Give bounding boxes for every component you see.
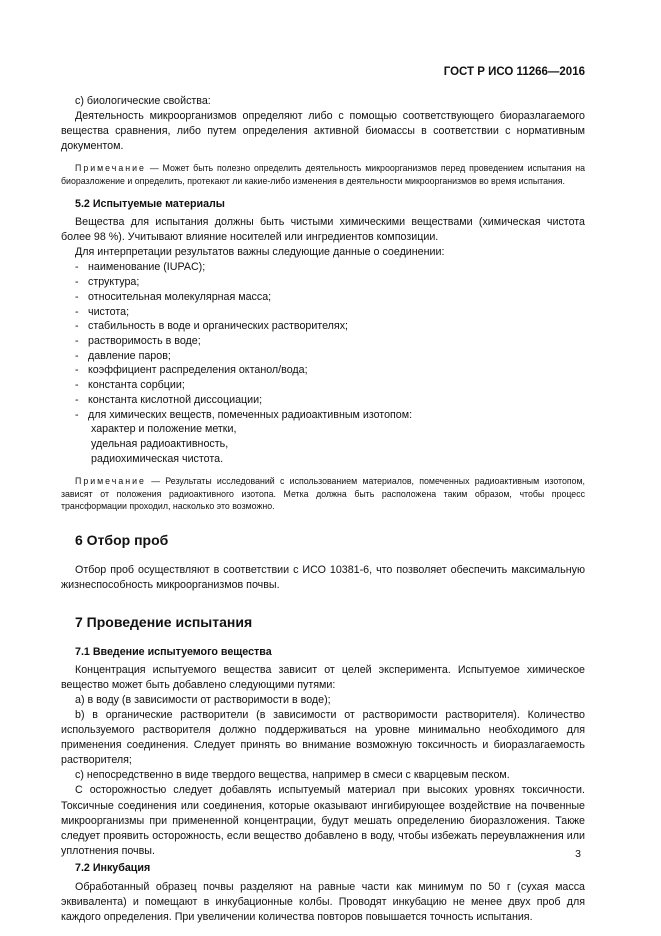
note-2	[61, 475, 585, 512]
page-number: 3	[575, 848, 581, 860]
list-item: - константа кислотной диссоциации;	[75, 393, 263, 406]
section-7-1-item-c: c) непосредственно в виде твердого вещества, например в смеси с кварцевым песком.	[75, 769, 510, 782]
note-1-lead: Примечание	[75, 163, 146, 174]
list-item: - структура;	[75, 276, 140, 289]
list-item: - стабильность в воде и органических растворителях;	[75, 320, 349, 333]
section-6-title: 6 Отбор проб	[75, 531, 169, 548]
section-7-1-item-a: a) в воду (в зависимости от растворимости в воде);	[75, 693, 331, 706]
list-item: - относительная молекулярная масса;	[75, 290, 272, 303]
list-item: - коэффициент распределения октанол/вода;	[75, 364, 308, 377]
item-c-text: Деятельность микроорганизмов определяют либо с помощью соответствующего биоразлагаемого вещества сравнения, либо путем определения активной биомассы в соответствии с нормативным документом.	[61, 110, 585, 153]
list-item: - для химических веществ, помеченных радиоактивным изотопом:	[75, 408, 413, 421]
list-item: - наименование (IUPAC);	[75, 261, 206, 274]
section-5-2-p2: Для интерпретации результатов важны следующие данные о соединении:	[75, 246, 445, 259]
list-item: - чистота;	[75, 305, 130, 318]
section-7-1-item-b: b) в органические растворители (в зависимости от растворимости растворителя). Количество используемого растворителя должно поддерживаться на уровне минимально необходимого для применения соединения. Следует принять во внимание возможную токсичность и биоразлагаемость растворителя;	[61, 709, 585, 767]
item-c-label: c) биологические свойства:	[75, 95, 211, 107]
section-7-1-title: 7.1 Введение испытуемого вещества	[75, 645, 272, 658]
sub-list-item: радиохимическая чистота.	[91, 452, 224, 465]
note-2-text: — Результаты исследований с использованием материалов, помеченных радиоактивным изотопом, зависят от положения радиоактивного изотопа. Метка должна быть расположена таким образом, чтобы процесс трансформации проходил, насколько это возможно.	[61, 476, 585, 512]
list-item: - растворимость в воде;	[75, 334, 201, 347]
page-content	[61, 94, 585, 925]
property-list	[61, 260, 585, 466]
sub-list-item: удельная радиоактивность,	[91, 437, 229, 450]
section-6-text: Отбор проб осуществляют в соответствии с ИСО 10381-6, что позволяет обеспечить максимальную жизнеспособность микроорганизмов почвы.	[61, 563, 585, 591]
note-1-text: — Может быть полезно определить деятельность микроорганизмов перед проведением испытания на биоразложение и определить, протекают ли какие-либо изменения в деятельности микроорганизмов во время испытания.	[61, 163, 585, 186]
section-7-1-p1: Концентрация испытуемого вещества зависит от целей эксперимента. Испытуемое химическое вещество может быть добавлено следующими путями:	[61, 663, 585, 691]
section-7-2-title: 7.2 Инкубация	[75, 861, 151, 874]
note-1	[61, 162, 585, 187]
note-2-lead: Примечание	[75, 476, 146, 487]
section-7-2-text: Обработанный образец почвы разделяют на равные части как минимум по 50 г (сухая масса эквивалента) и помещают в инкубационные колбы. Проводят инкубацию не менее двух проб для каждого определения. При увеличении количества повторов повышается точность испытания.	[61, 880, 585, 924]
section-5-2-title: 5.2 Испытуемые материалы	[75, 198, 225, 211]
section-5-2-p1: Вещества для испытания должны быть чистыми химическими веществами (химическая чистота более 98 %). Учитывают влияние носителей или ингредиентов композиции.	[61, 216, 585, 244]
list-item: - константа сорбции;	[75, 379, 185, 392]
sub-list-item: характер и положение метки,	[91, 423, 237, 436]
section-7-title: 7 Проведение испытания	[75, 613, 253, 630]
standard-header: ГОСТ Р ИСО 11266—2016	[443, 66, 585, 78]
list-item: - давление паров;	[75, 349, 171, 362]
section-7-1-p2: С осторожностью следует добавлять испытуемый материал при высоких уровнях токсичности. Токсичные соединения или соединения, которые оказывают ингибирующее воздействие на почвенные микроорганизмы при примененной концентрации, будут мешать определению биоразложения. Также следует проявить осторожность, если вещество добавлено в воду, чтобы избежать переувлажнения или уплотнения почвы.	[61, 784, 585, 857]
